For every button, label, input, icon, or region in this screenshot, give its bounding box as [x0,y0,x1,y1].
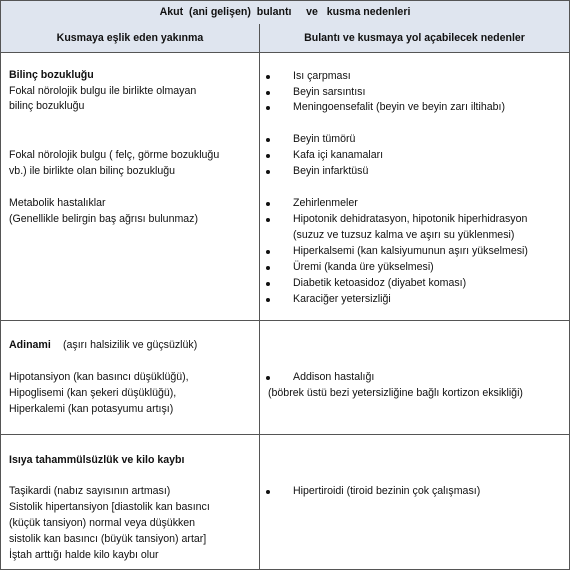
list-item: Beyin tümörü [293,133,356,145]
list-item: Isı çarpması [293,70,351,82]
list-item: Zehirlenmeler [293,197,358,209]
bullet-icon [266,266,270,270]
list-item: Hipotonik dehidratasyon, hipotonik hiperhidrasyon [293,213,528,225]
bullet-icon [266,91,270,95]
section-heading: Isıya tahammülsüzlük ve kilo kaybı [9,454,185,466]
bullet-icon [266,282,270,286]
bullet-icon [266,218,270,222]
bullet-icon [266,170,270,174]
cell-text: Hipotansiyon (kan basıncı düşüklüğü), [9,371,189,383]
header-right: Bulantı ve kusmaya yol açabilecek nedenler [304,32,525,44]
section-heading: Bilinç bozukluğu [9,69,94,81]
cell-text: bilinç bozukluğu [9,100,85,112]
list-item: Hipertiroidi (tiroid bezinin çok çalışması) [293,485,481,497]
bullet-icon [266,376,270,380]
cell-text: vb.) ile birlikte olan bilinç bozukluğu [9,165,176,177]
cell-text: sistolik kan basıncı (büyük tansiyon) artar] [9,533,207,545]
list-item-continuation: (suzuz ve tuzsuz kalma ve aşırı su yüklenmesi) [293,229,515,241]
list-item: Karaciğer yetersizliği [293,293,391,305]
bullet-icon [266,202,270,206]
list-item: Meningoensefalit (beyin ve beyin zarı iltihabı) [293,101,505,113]
title-row [1,1,569,25]
cell-text: Hipoglisemi (kan şekeri düşüklüğü), [9,387,177,399]
list-item: Beyin infarktüsü [293,165,369,177]
cell-text: Fokal nörolojik bulgu ile birlikte olmayan [9,85,197,97]
header-row [1,24,569,53]
cell-text: Sistolik hipertansiyon [diastolik kan basıncı [9,501,210,513]
list-item: Diabetik ketoasidoz (diyabet koması) [293,277,467,289]
cell-text: Taşikardi (nabız sayısının artması) [9,485,171,497]
bullet-icon [266,138,270,142]
bullet-icon [266,154,270,158]
list-item: Hiperkalsemi (kan kalsiyumunun aşırı yükselmesi) [293,245,528,257]
bullet-icon [266,298,270,302]
cell-text: (aşırı halsizilik ve güçsüzlük) [63,339,198,351]
list-item-continuation: (böbrek üstü bezi yetersizliğine bağlı kortizon eksikliği) [268,387,523,399]
cell-text: Metabolik hastalıklar [9,197,106,209]
list-item: Addison hastalığı [293,371,375,383]
bullet-icon [266,75,270,79]
cell-text: İştah arttığı halde kilo kaybı olur [9,549,159,561]
cell-text: (küçük tansiyon) normal veya düşükken [9,517,196,529]
header-left: Kusmaya eşlik eden yakınma [56,32,204,44]
column-divider [259,24,260,569]
table-title: Akut (ani gelişen) bulantı ve kusma nedenleri [159,6,411,18]
list-item: Kafa içi kanamaları [293,149,384,161]
section-heading: Adinami [9,339,51,351]
bullet-icon [266,490,270,494]
bullet-icon [266,250,270,254]
cell-text: (Genellikle belirgin baş ağrısı bulunmaz) [9,213,199,225]
list-item: Üremi (kanda üre yükselmesi) [293,261,434,273]
cell-text: Hiperkalemi (kan potasyumu artışı) [9,403,174,415]
list-item: Beyin sarsıntısı [293,86,366,98]
cell-text: Fokal nörolojik bulgu ( felç, görme bozukluğu [9,149,220,161]
row-divider [1,434,569,435]
row-divider [1,320,569,321]
bullet-icon [266,106,270,110]
